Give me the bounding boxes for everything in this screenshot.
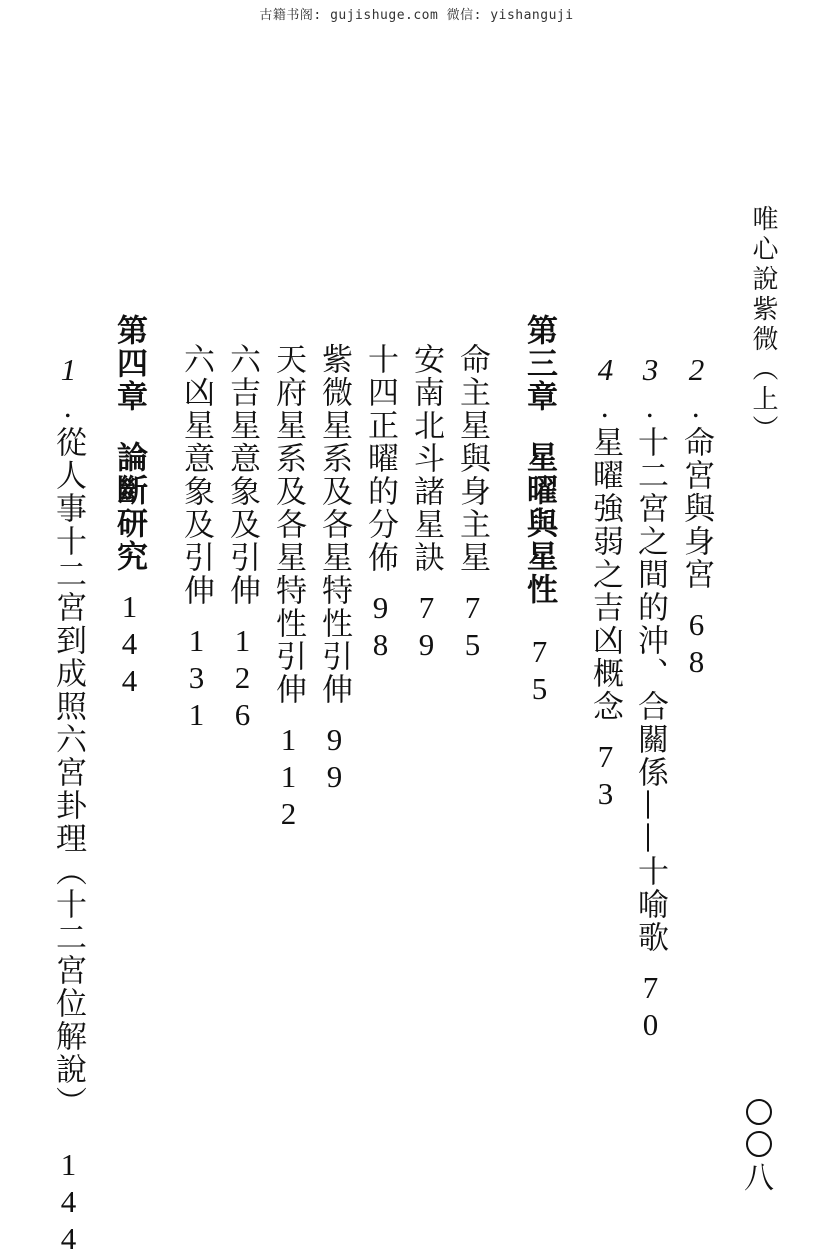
folio-circle-1 (746, 1099, 772, 1125)
toc-sub-2[interactable] (410, 343, 442, 664)
toc-sub-5-title: 天府星系及各星特性引伸 (270, 343, 306, 706)
watermark: 古籍书阁: gujishuge.com 微信: yishanguji (259, 8, 574, 23)
toc-sub-4[interactable] (318, 343, 350, 796)
toc-sub-7-title: 六凶星意象及引伸 (178, 343, 214, 607)
chapter-3-title: 星曜與星性 (521, 441, 557, 606)
toc-entry-3-page: 70 (633, 970, 668, 1044)
toc-sub-7-page: 131 (179, 623, 214, 734)
toc-sub-1[interactable] (456, 343, 488, 664)
toc-sub-7[interactable] (180, 343, 212, 734)
toc-sub-5-page: 112 (271, 722, 306, 833)
toc-entry-1-page: 144 (51, 1147, 86, 1258)
toc-entry-3-number: 3. (633, 352, 668, 426)
toc-sub-2-title: 安南北斗諸星訣 (408, 343, 444, 574)
toc-sub-6[interactable] (226, 343, 258, 734)
toc-sub-6-title: 六吉星意象及引伸 (224, 343, 260, 607)
toc-entry-2-page: 68 (679, 607, 714, 681)
toc-entry-4-title: 星曜強弱之吉凶概念 (587, 426, 623, 723)
toc-entry-1-title: 從人事十二宮到成照六宮卦理（十二宮位解說） (50, 426, 86, 1119)
toc-sub-6-page: 126 (225, 623, 260, 734)
toc-sub-4-title: 紫微星系及各星特性引伸 (316, 343, 352, 706)
toc-entry-1-number: 1. (51, 352, 86, 426)
toc-sub-4-page: 99 (317, 722, 352, 796)
toc-entry-4-number: 4. (588, 352, 623, 426)
toc-sub-3-title: 十四正曜的分佈 (362, 343, 398, 574)
toc-entry-4[interactable] (589, 352, 621, 813)
toc-entry-2-title: 命宮與身宮 (678, 426, 714, 591)
chapter-4-page: 144 (112, 589, 147, 700)
chapter-3-label: 第三章 (521, 314, 557, 413)
toc-entry-2-number: 2. (679, 352, 714, 426)
folio-char: 八 (744, 1161, 774, 1196)
toc-sub-3-page: 98 (363, 590, 398, 664)
toc-entry-1[interactable] (52, 352, 84, 1258)
chapter-4-heading[interactable] (113, 314, 145, 700)
toc-entry-4-page: 73 (588, 739, 623, 813)
toc-entry-3-title: 十二宮之間的沖、合關係——十喻歌 (632, 426, 668, 954)
toc-sub-1-title: 命主星與身主星 (454, 343, 490, 574)
toc-entry-2[interactable] (680, 352, 712, 681)
chapter-3-heading[interactable] (523, 314, 555, 708)
toc-sub-3[interactable] (364, 343, 396, 664)
folio-circle-2 (746, 1131, 772, 1157)
toc-sub-2-page: 79 (409, 590, 444, 664)
running-head: 唯心說紫微（上） (748, 205, 778, 445)
chapter-3-page: 75 (522, 634, 557, 708)
toc-entry-3[interactable] (634, 352, 666, 1044)
folio (742, 1095, 776, 1195)
toc-sub-1-page: 75 (455, 590, 490, 664)
chapter-4-label: 第四章 (111, 314, 147, 413)
toc-sub-5[interactable] (272, 343, 304, 833)
chapter-4-title: 論斷研究 (111, 441, 147, 573)
